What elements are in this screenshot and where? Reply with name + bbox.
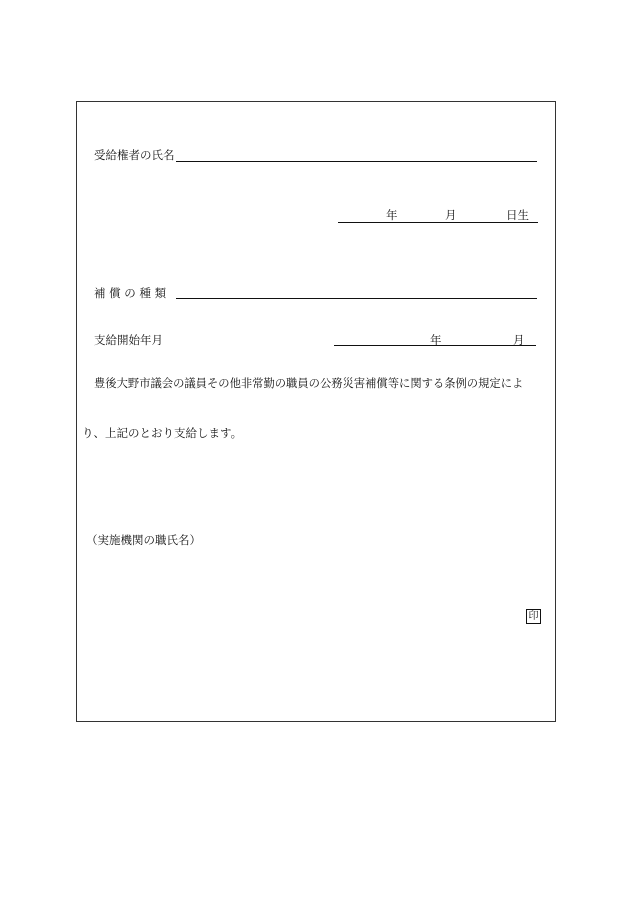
body-text-line2: り、上記のとおり支給します。: [82, 426, 243, 440]
recipient-name-label: 受給権者の氏名: [94, 148, 175, 162]
recipient-name-line[interactable]: [176, 161, 537, 162]
start-month-label: 月: [513, 333, 525, 347]
seal-mark: 印: [526, 609, 541, 624]
birth-date-line[interactable]: [338, 222, 538, 223]
payment-start-label: 支給開始年月: [94, 333, 163, 347]
compensation-type-label: 補 償 の 種 類: [94, 286, 167, 300]
body-text-line1: 豊後大野市議会の議員その他非常勤の職員の公務災害補償等に関する条例の規定によ: [94, 377, 524, 390]
birth-year-label: 年: [386, 208, 398, 222]
agency-label: （実施機関の職氏名）: [86, 533, 201, 547]
birth-day-label: 日生: [506, 208, 529, 222]
compensation-type-line[interactable]: [176, 298, 537, 299]
form-frame: [76, 101, 556, 722]
start-year-label: 年: [430, 333, 442, 347]
birth-month-label: 月: [445, 208, 457, 222]
